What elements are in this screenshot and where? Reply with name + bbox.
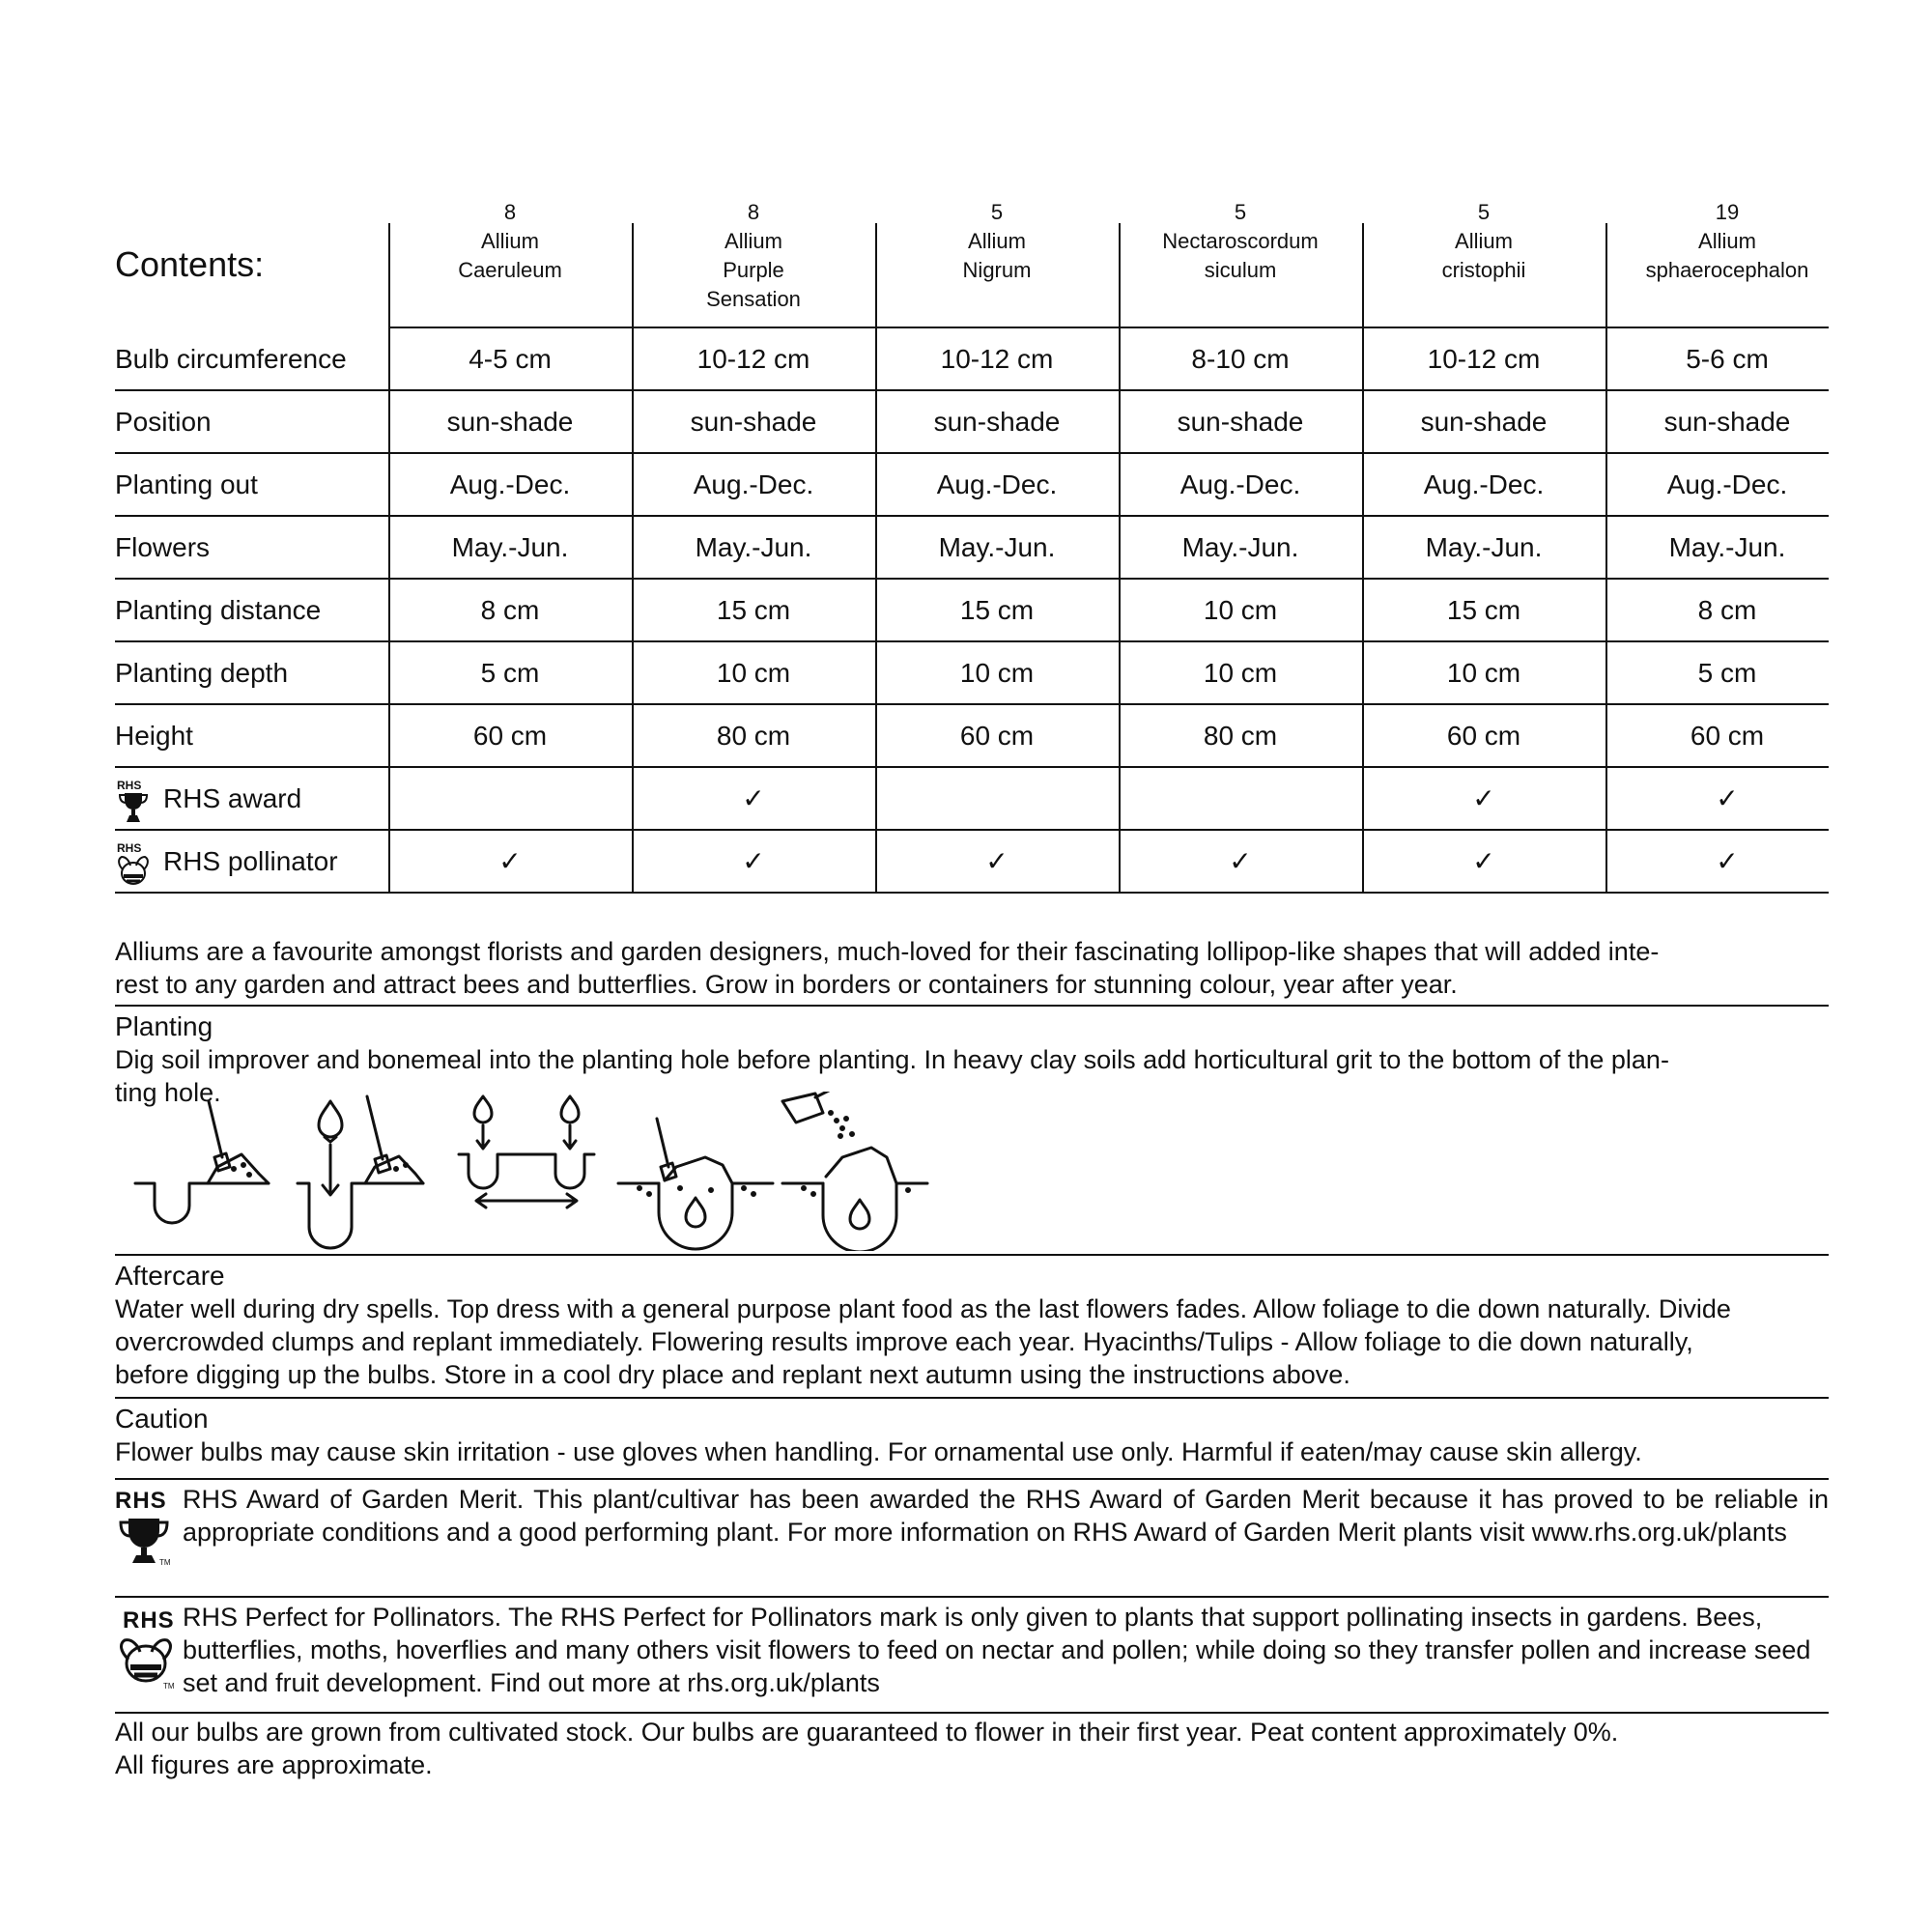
column-divider: [1119, 642, 1121, 705]
table-cell: 60 cm: [959, 721, 1035, 751]
table-cell: Aug.-Dec.: [449, 469, 571, 499]
column-divider: [388, 391, 390, 454]
dig-hole-icon: [135, 1101, 269, 1223]
table-cell: Aug.-Dec.: [693, 469, 814, 499]
column-divider: [1605, 642, 1607, 705]
table-header: [115, 198, 1829, 327]
rhs-award-icon: [115, 776, 152, 826]
column-divider: [1362, 768, 1364, 831]
row-label-text: Planting distance: [115, 595, 322, 625]
table-cell: May.-Jun.: [695, 532, 812, 562]
column-divider: [388, 831, 390, 894]
rhs-logo-text: RHS: [115, 1488, 167, 1514]
column-quantity: 8: [503, 200, 517, 224]
column-divider: [632, 831, 634, 894]
aftercare-heading: Aftercare: [115, 1261, 225, 1291]
table-cell: 10 cm: [716, 658, 791, 688]
column-divider: [388, 768, 390, 831]
column-header: [1605, 198, 1849, 314]
table-cell: 10-12 cm: [1427, 344, 1541, 374]
column-divider: [1362, 223, 1364, 329]
column-divider: [1119, 580, 1121, 642]
place-bulb-icon: [298, 1096, 423, 1248]
column-name: [875, 285, 1119, 314]
row-label: [115, 831, 385, 892]
table-cell: 10-12 cm: [940, 344, 1054, 374]
table-cell: sun-shade: [933, 407, 1061, 437]
table-cell: Aug.-Dec.: [936, 469, 1058, 499]
rhs-pollinators-description: . The RHS Perfect for Pollinators mark is only given to plants that support pollinating insects in gardens. Bees, butterflies, moths, hoverflies and many others visit flowers to feed on nectar and pollen; while doing so they transfer pollen and increase seed set and fruit development. Find out more at: [183, 1603, 1811, 1697]
column-name: Nectaroscordum: [1162, 229, 1319, 253]
row-label: [115, 328, 385, 389]
column-divider: [875, 831, 877, 894]
table-cell: sun-shade: [1420, 407, 1548, 437]
contents-label: Contents:: [115, 244, 265, 284]
row-label-text: Height: [115, 721, 193, 751]
column-divider: [1362, 391, 1364, 454]
row-divider: [115, 892, 1829, 894]
row-label-text: Planting depth: [115, 658, 289, 688]
column-divider: [1362, 642, 1364, 705]
table-cell: May.-Jun.: [1668, 532, 1786, 562]
check-mark: ✓: [742, 846, 765, 876]
table-row: [115, 454, 1829, 517]
row-label: [115, 391, 385, 452]
column-divider: [875, 391, 877, 454]
svg-text:RHS: RHS: [117, 840, 142, 855]
row-label: [115, 454, 385, 515]
table-cell: 15 cm: [716, 595, 791, 625]
table-cell: sun-shade: [446, 407, 574, 437]
rhs-pollinators-url[interactable]: rhs.org.uk/plants: [687, 1668, 880, 1697]
column-header: [875, 198, 1119, 314]
column-name: [1119, 285, 1362, 314]
divider: [115, 1478, 1829, 1480]
rhs-pollinator-icon: [115, 838, 152, 889]
table-cell: [388, 768, 632, 829]
column-name: [1362, 285, 1605, 314]
rhs-award-title: RHS Award of Garden Merit.: [183, 1485, 525, 1514]
column-divider: [1119, 768, 1121, 831]
column-divider: [632, 517, 634, 580]
table-row: [115, 642, 1829, 705]
table-row: [115, 580, 1829, 642]
rhs-award-url[interactable]: www.rhs.org.uk/plants: [1531, 1518, 1787, 1547]
table-row: [115, 517, 1829, 580]
planting-text: Dig soil improver and bonemeal into the planting hole before planting. In heavy clay soils add horticultural grit to the bottom of the plan-: [115, 1045, 1669, 1074]
column-name: Nigrum: [962, 258, 1032, 282]
intro-line: rest to any garden and attract bees and butterflies. Grow in borders or containers for stunning colour, year after year.: [115, 970, 1458, 999]
cover-bulb-icon: [618, 1119, 773, 1249]
row-label: [115, 580, 385, 640]
table-cell: [1119, 768, 1362, 829]
column-divider: [875, 454, 877, 517]
column-name: cristophii: [1441, 258, 1526, 282]
footer-line: All our bulbs are grown from cultivated stock. Our bulbs are guaranteed to flower in their first year. Peat content approximately 0%.: [115, 1718, 1619, 1747]
column-divider: [388, 705, 390, 768]
column-name: Purple: [723, 258, 784, 282]
column-divider: [388, 580, 390, 642]
column-header: [1119, 198, 1362, 314]
column-name: sphaerocephalon: [1645, 258, 1809, 282]
check-mark: ✓: [1472, 846, 1495, 876]
planting-heading: Planting: [115, 1011, 213, 1041]
footer-line: All figures are approximate.: [115, 1750, 433, 1779]
column-divider: [1362, 517, 1364, 580]
table-cell: 15 cm: [1446, 595, 1521, 625]
column-divider: [1119, 705, 1121, 768]
aftercare-section: [115, 1260, 1829, 1391]
row-label-text: Bulb circumference: [115, 344, 347, 374]
divider: [115, 1254, 1829, 1256]
column-divider: [1605, 831, 1607, 894]
table-cell: 5 cm: [480, 658, 540, 688]
table-cell: May.-Jun.: [938, 532, 1056, 562]
column-divider: [1605, 517, 1607, 580]
column-divider: [632, 768, 634, 831]
column-header: [388, 198, 632, 314]
column-name: Sensation: [706, 287, 801, 311]
table-cell: sun-shade: [690, 407, 817, 437]
check-mark: ✓: [742, 783, 765, 813]
column-divider: [875, 705, 877, 768]
check-mark: ✓: [1229, 846, 1252, 876]
planting-text: ting hole.: [115, 1078, 221, 1107]
column-name: Caeruleum: [458, 258, 562, 282]
column-divider: [1605, 223, 1607, 329]
column-divider: [632, 391, 634, 454]
column-divider: [1119, 517, 1121, 580]
row-label-text: Position: [115, 407, 212, 437]
column-divider: [1362, 580, 1364, 642]
row-label-text: Flowers: [115, 532, 211, 562]
table-cell: 10 cm: [1446, 658, 1521, 688]
column-name: Allium: [1698, 229, 1756, 253]
column-divider: [388, 328, 390, 391]
column-divider: [875, 517, 877, 580]
column-quantity: 5: [1477, 200, 1491, 224]
divider: [115, 1596, 1829, 1598]
spacing-icon: [459, 1096, 594, 1208]
table-row: [115, 705, 1829, 768]
row-label: [115, 768, 385, 829]
column-divider: [875, 580, 877, 642]
column-divider: [1362, 705, 1364, 768]
column-quantity: 5: [990, 200, 1004, 224]
column-divider: [632, 705, 634, 768]
column-header: [632, 198, 875, 314]
table-row: [115, 391, 1829, 454]
table-cell: 10 cm: [1203, 595, 1278, 625]
row-label: [115, 642, 385, 703]
table-cell: Aug.-Dec.: [1666, 469, 1788, 499]
table-cell: 10 cm: [959, 658, 1035, 688]
column-divider: [875, 223, 877, 329]
table-cell: sun-shade: [1177, 407, 1304, 437]
table-cell: 80 cm: [1203, 721, 1278, 751]
water-bulb-icon: [782, 1092, 927, 1251]
column-divider: [1605, 580, 1607, 642]
column-name: [388, 285, 632, 314]
rhs-award-description: This plant/cultivar has been awarded the RHS Award of Garden Merit because it has proved to be reliable in appropriate conditions and a good performing plant. For more information on: [183, 1485, 1829, 1547]
column-divider: [1362, 454, 1364, 517]
column-divider: [632, 328, 634, 391]
divider: [115, 1005, 1829, 1007]
column-divider: [632, 642, 634, 705]
row-label: [115, 517, 385, 578]
table-cell: 60 cm: [1690, 721, 1765, 751]
column-divider: [632, 580, 634, 642]
table-cell: 5 cm: [1697, 658, 1757, 688]
column-divider: [1119, 223, 1121, 329]
column-quantity: 5: [1234, 200, 1247, 224]
table-cell: Aug.-Dec.: [1423, 469, 1545, 499]
column-divider: [1605, 705, 1607, 768]
column-quantity: 8: [747, 200, 760, 224]
trophy-icon: [115, 1515, 173, 1569]
rhs-award-logo: [115, 1488, 173, 1574]
table-row: [115, 831, 1829, 894]
column-divider: [875, 642, 877, 705]
check-mark: ✓: [985, 846, 1009, 876]
caution-text: Flower bulbs may cause skin irritation - use gloves when handling. For ornamental use only. Harmful if eaten/may cause skin allergy.: [115, 1437, 1642, 1466]
rhs-award-text-b: plants visit: [1395, 1518, 1532, 1547]
intro-paragraph: [115, 935, 1829, 1001]
bee-icon: [115, 1634, 179, 1690]
column-divider: [1119, 831, 1121, 894]
aftercare-text: overcrowded clumps and replant immediately. Flowering results improve each year. Hyacinths/Tulips - Allow foliage to die down naturally,: [115, 1327, 1693, 1356]
caution-heading: Caution: [115, 1404, 209, 1434]
column-name: Allium: [724, 229, 782, 253]
column-divider: [875, 768, 877, 831]
column-divider: [1362, 831, 1364, 894]
divider: [115, 1712, 1829, 1714]
rhs-award-link-label: RHS Award of Garden Merit: [1072, 1518, 1396, 1547]
row-label-text: RHS award: [163, 783, 302, 813]
column-divider: [1362, 328, 1364, 391]
column-divider: [1605, 454, 1607, 517]
check-mark: ✓: [498, 846, 522, 876]
table-cell: May.-Jun.: [1425, 532, 1543, 562]
table-cell: 8 cm: [1697, 595, 1757, 625]
column-divider: [1119, 391, 1121, 454]
column-divider: [1119, 454, 1121, 517]
table-cell: Aug.-Dec.: [1179, 469, 1301, 499]
check-mark: ✓: [1472, 783, 1495, 813]
column-divider: [1605, 328, 1607, 391]
column-name: siculum: [1204, 258, 1277, 282]
table-cell: 60 cm: [472, 721, 548, 751]
rhs-logo-text: RHS: [123, 1607, 175, 1634]
column-quantity: 19: [1715, 200, 1740, 224]
column-header: [1362, 198, 1605, 314]
column-divider: [388, 517, 390, 580]
table-cell: 60 cm: [1446, 721, 1521, 751]
column-divider: [1119, 328, 1121, 391]
rhs-pollinators-text: [183, 1601, 1829, 1699]
svg-text:TM: TM: [159, 1558, 171, 1567]
column-divider: [632, 454, 634, 517]
column-divider: [388, 454, 390, 517]
table-cell: sun-shade: [1663, 407, 1791, 437]
column-divider: [388, 223, 390, 329]
column-divider: [1605, 391, 1607, 454]
intro-line: Alliums are a favourite amongst florists and garden designers, much-loved for their fascinating lollipop-like shapes that will added inte-: [115, 937, 1660, 966]
column-name: [1605, 285, 1849, 314]
planting-steps-illustration: [126, 1092, 956, 1251]
table-cell: 15 cm: [959, 595, 1035, 625]
column-divider: [632, 223, 634, 329]
row-label: [115, 705, 385, 766]
row-label-text: RHS pollinator: [163, 846, 338, 876]
rhs-pollinator-logo: [115, 1607, 179, 1695]
table-cell: 5-6 cm: [1686, 344, 1769, 374]
column-name: Allium: [481, 229, 539, 253]
check-mark: ✓: [1716, 783, 1739, 813]
caution-section: [115, 1403, 1829, 1468]
table-cell: 10-12 cm: [696, 344, 810, 374]
table-cell: May.-Jun.: [451, 532, 569, 562]
aftercare-text: Water well during dry spells. Top dress with a general purpose plant food as the last flowers fades. Allow foliage to die down naturally. Divide: [115, 1294, 1731, 1323]
table-cell: May.-Jun.: [1181, 532, 1299, 562]
table-row: [115, 768, 1829, 831]
divider: [115, 1397, 1829, 1399]
table-cell: [875, 768, 1119, 829]
column-divider: [1605, 768, 1607, 831]
column-divider: [388, 642, 390, 705]
table-cell: 80 cm: [716, 721, 791, 751]
row-label-text: Planting out: [115, 469, 258, 499]
table-cell: 4-5 cm: [469, 344, 552, 374]
table-row: [115, 328, 1829, 391]
column-divider: [875, 328, 877, 391]
table-cell: 8-10 cm: [1191, 344, 1290, 374]
table-cell: 10 cm: [1203, 658, 1278, 688]
footer-notes: [115, 1716, 1829, 1781]
check-mark: ✓: [1716, 846, 1739, 876]
rhs-award-text: [183, 1483, 1829, 1548]
column-name: Allium: [968, 229, 1026, 253]
column-name: Allium: [1455, 229, 1513, 253]
aftercare-text: before digging up the bulbs. Store in a cool dry place and replant next autumn using the instructions above.: [115, 1360, 1350, 1389]
svg-text:RHS: RHS: [117, 778, 142, 792]
svg-text:TM: TM: [163, 1682, 175, 1690]
table-cell: 8 cm: [480, 595, 540, 625]
rhs-pollinators-title: RHS Perfect for Pollinators: [183, 1603, 495, 1632]
